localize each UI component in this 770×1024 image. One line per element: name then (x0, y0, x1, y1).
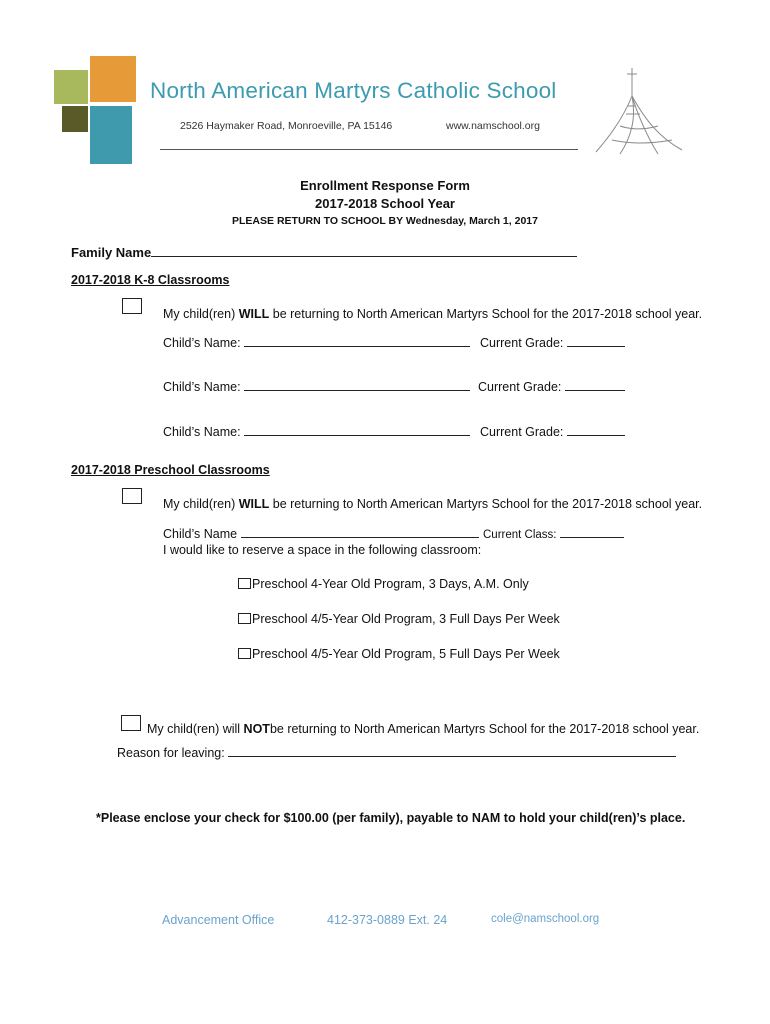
school-name: North American Martyrs Catholic School (150, 78, 557, 103)
grade-label: Current Grade: (478, 380, 562, 394)
family-name-row (71, 244, 577, 260)
preschool-statement-post: be returning to North American Martyrs School for the 2017-2018 school year. (269, 497, 703, 511)
preschool-option-row (238, 612, 560, 626)
form-year: 2017-2018 School Year (315, 196, 455, 211)
not-returning-post: be returning to North American Martyrs School for the 2017-2018 school year. (269, 722, 700, 736)
child-name-label: Child’s Name (163, 527, 238, 541)
k8-statement-will: WILL (238, 307, 270, 321)
reason-row (117, 744, 676, 760)
k8-child-row (163, 378, 470, 394)
preschool-returning-checkbox[interactable] (122, 488, 142, 504)
option-checkbox[interactable] (238, 613, 251, 624)
logo-teal-square (90, 106, 132, 164)
footer-phone: 412-373-0889 Ext. 24 (327, 913, 448, 927)
k8-statement-post: be returning to North American Martyrs School for the 2017-2018 school year. (269, 307, 703, 321)
k8-heading: 2017-2018 K-8 Classrooms (71, 273, 230, 287)
option-checkbox[interactable] (238, 578, 251, 589)
option-label: Preschool 4/5-Year Old Program, 5 Full Days Per Week (252, 647, 560, 661)
k8-statement-pre: My child(ren) (163, 307, 239, 321)
grade-label: Current Grade: (480, 425, 564, 439)
logo-olive-square (62, 106, 88, 132)
k8-returning-checkbox[interactable] (122, 298, 142, 314)
child-name-field[interactable] (241, 525, 479, 538)
child-name-label: Child’s Name: (163, 380, 241, 394)
child-name-field[interactable] (244, 378, 470, 391)
not-returning-not: NOT (243, 722, 270, 736)
k8-grade-row (478, 378, 625, 394)
grade-label: Current Grade: (480, 336, 564, 350)
child-name-field[interactable] (244, 423, 470, 436)
footer-email[interactable]: cole@namschool.org (491, 913, 600, 925)
k8-returning-statement (163, 307, 702, 321)
preschool-child-row (163, 525, 479, 541)
payment-note: *Please enclose your check for $100.00 (per family), payable to NAM to hold your child(ren)’s place. (96, 811, 686, 825)
option-checkbox[interactable] (238, 648, 251, 659)
logo-orange-square (90, 56, 136, 102)
preschool-option-row (238, 647, 560, 661)
school-address: 2526 Haymaker Road, Monroeville, PA 15146 (180, 120, 393, 132)
child-name-field[interactable] (244, 334, 470, 347)
return-notice: PLEASE RETURN TO SCHOOL BY Wednesday, March 1, 2017 (232, 215, 538, 227)
not-returning-statement (147, 722, 699, 736)
steeple-illustration (592, 66, 686, 156)
option-label: Preschool 4-Year Old Program, 3 Days, A.M. Only (252, 577, 529, 591)
school-website[interactable]: www.namschool.org (446, 120, 540, 132)
not-returning-checkbox[interactable] (121, 715, 141, 731)
class-field[interactable] (560, 525, 624, 538)
school-logo (52, 54, 138, 166)
form-title: Enrollment Response Form (300, 178, 470, 193)
not-returning-pre: My child(ren) will (147, 722, 244, 736)
k8-child-row (163, 423, 470, 439)
grade-field[interactable] (567, 423, 625, 436)
preschool-returning-statement (163, 497, 702, 511)
grade-field[interactable] (567, 334, 625, 347)
child-name-label: Child’s Name: (163, 336, 241, 350)
grade-field[interactable] (565, 378, 625, 391)
k8-grade-row (480, 334, 625, 350)
preschool-class-row (483, 525, 624, 541)
class-label: Current Class: (483, 529, 557, 541)
k8-grade-row (480, 423, 625, 439)
reserve-text: I would like to reserve a space in the following classroom: (163, 543, 482, 557)
k8-child-row (163, 334, 470, 350)
header-divider (160, 149, 578, 150)
preschool-option-row (238, 577, 529, 591)
family-name-label: Family Name (71, 245, 152, 260)
footer-office: Advancement Office (162, 913, 275, 927)
family-name-field[interactable] (151, 244, 577, 257)
reason-field[interactable] (228, 744, 676, 757)
logo-green-square (54, 70, 88, 104)
preschool-heading: 2017-2018 Preschool Classrooms (71, 463, 270, 477)
child-name-label: Child’s Name: (163, 425, 241, 439)
preschool-statement-pre: My child(ren) (163, 497, 239, 511)
reason-label: Reason for leaving: (117, 746, 225, 760)
option-label: Preschool 4/5-Year Old Program, 3 Full Days Per Week (252, 612, 560, 626)
preschool-statement-will: WILL (238, 497, 270, 511)
